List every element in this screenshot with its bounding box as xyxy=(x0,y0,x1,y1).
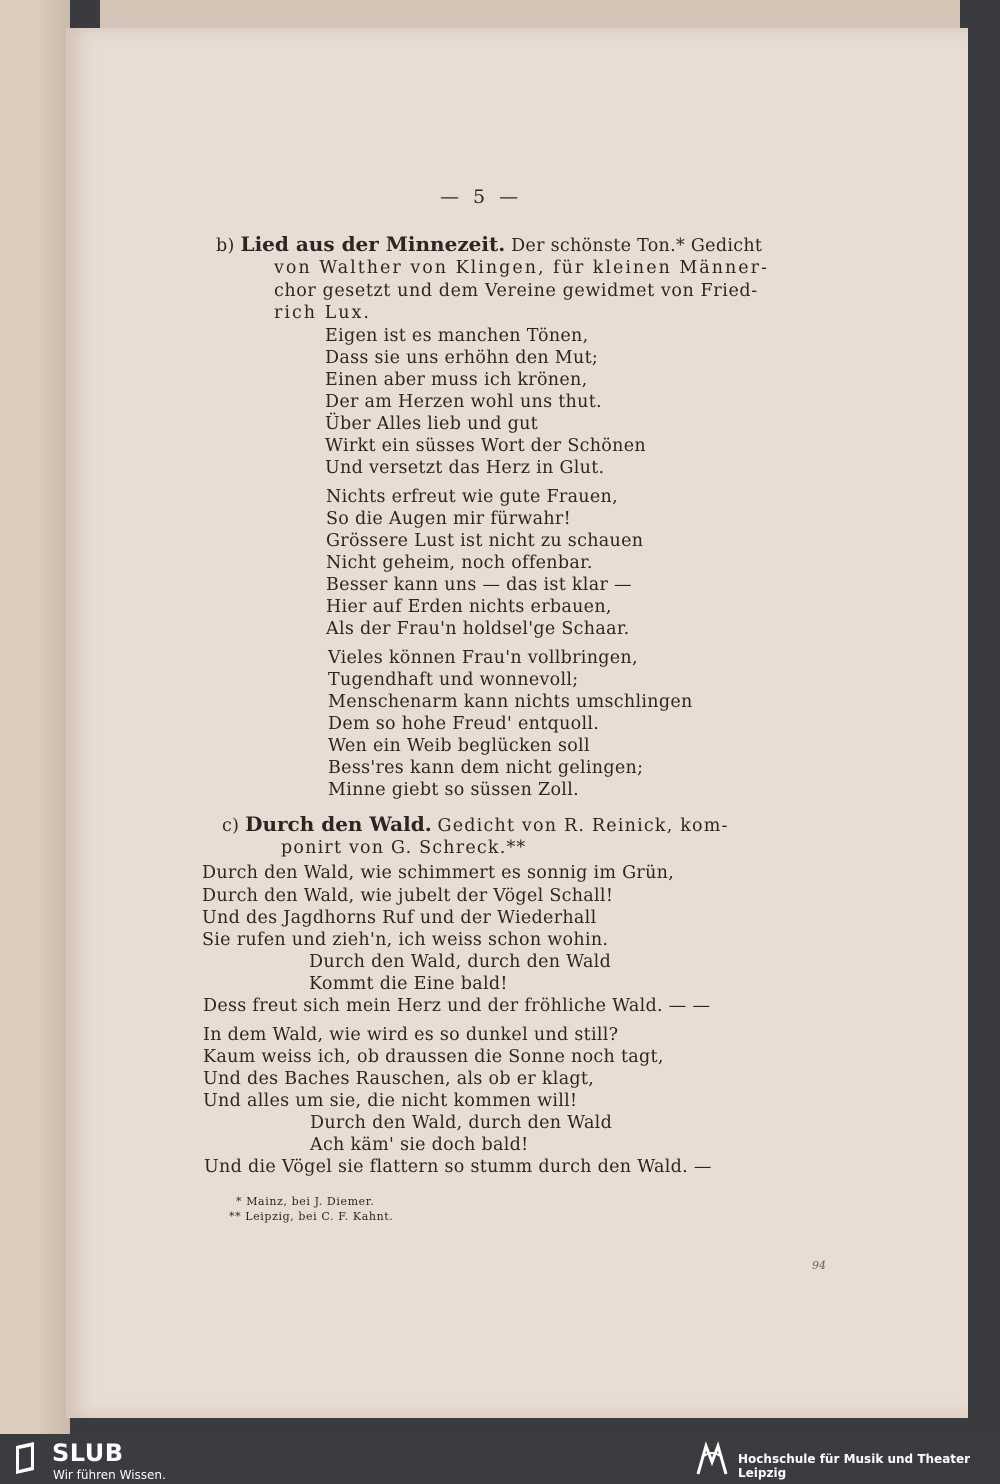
section-c-title: Durch den Wald. xyxy=(245,812,432,836)
page-top-edge xyxy=(100,0,960,30)
verse-line: Vieles können Frau'n vollbringen, xyxy=(328,648,638,668)
verse-line: Kaum weiss ich, ob draussen die Sonne noch tagt, xyxy=(203,1047,664,1067)
verse-line: Dass sie uns erhöhn den Mut; xyxy=(325,348,599,368)
section-c-intro-0: Gedicht von R. Reinick, kom- xyxy=(437,816,729,836)
hmt-logo-icon xyxy=(694,1440,730,1478)
section-c-heading xyxy=(222,813,729,837)
verse-line: Und alles um sie, die nicht kommen will! xyxy=(203,1091,578,1111)
slub-subtitle: Wir führen Wissen. xyxy=(53,1468,166,1482)
verse-line: Menschenarm kann nichts umschlingen xyxy=(328,692,693,712)
verse-line: Ach käm' sie doch bald! xyxy=(310,1135,529,1155)
verse-line: Nicht geheim, noch offenbar. xyxy=(326,553,593,573)
verse-line: Der am Herzen wohl uns thut. xyxy=(325,392,602,412)
hmt-name: Hochschule für Musik und Theater Leipzig xyxy=(738,1452,971,1480)
footer-bar xyxy=(0,1434,1000,1484)
verse-line: Durch den Wald, wie schimmert es sonnig im Grün, xyxy=(202,863,675,883)
verse-line: Nichts erfreut wie gute Frauen, xyxy=(326,487,618,507)
verse-line: Bess'res kann dem nicht gelingen; xyxy=(328,758,644,778)
verse-line: Kommt die Eine bald! xyxy=(309,974,508,994)
verse-line: Dem so hohe Freud' entquoll. xyxy=(328,714,600,734)
verse-line: Und die Vögel sie flattern so stumm durch den Wald. — xyxy=(204,1157,712,1177)
footnote-1: * Mainz, bei J. Diemer. xyxy=(236,1195,375,1208)
verse-line: Und des Jagdhorns Ruf und der Wiederhall xyxy=(202,908,597,928)
section-b-intro-0: Der schönste Ton.* Gedicht xyxy=(511,236,763,256)
verse-line: Und des Baches Rauschen, als ob er klagt, xyxy=(203,1069,595,1089)
verse-line: Durch den Wald, wie jubelt der Vögel Schall! xyxy=(202,886,614,906)
verse-line: So die Augen mir fürwahr! xyxy=(326,509,571,529)
verse-line: Und versetzt das Herz in Glut. xyxy=(325,458,605,478)
section-b-intro-3: rich Lux. xyxy=(274,303,371,323)
verse-line: Wirkt ein süsses Wort der Schönen xyxy=(325,436,646,456)
section-b-intro-1: von Walther von Klingen, für kleinen Männer- xyxy=(274,258,769,278)
slub-title: SLUB xyxy=(52,1439,124,1467)
verse-line: Tugendhaft und wonnevoll; xyxy=(328,670,579,690)
verse-line: Sie rufen und zieh'n, ich weiss schon wohin. xyxy=(202,930,609,950)
verse-line: Wen ein Weib beglücken soll xyxy=(328,736,590,756)
verse-line: Durch den Wald, durch den Wald xyxy=(310,1113,613,1133)
verse-line: Einen aber muss ich krönen, xyxy=(325,370,588,390)
handwritten-page-note: 94 xyxy=(812,1259,826,1272)
verse-line: Durch den Wald, durch den Wald xyxy=(309,952,612,972)
section-b-title: Lied aus der Minnezeit. xyxy=(240,232,506,256)
section-b-marker: b) xyxy=(216,236,235,256)
verse-line: Als der Frau'n holdsel'ge Schaar. xyxy=(326,619,630,639)
section-b-intro-2: chor gesetzt und dem Vereine gewidmet von Fried- xyxy=(274,281,758,301)
verse-line: Eigen ist es manchen Tönen, xyxy=(325,326,589,346)
verse-line: Dess freut sich mein Herz und der fröhliche Wald. — — xyxy=(203,996,711,1016)
section-c-marker: c) xyxy=(222,816,240,836)
slub-logo-icon xyxy=(12,1440,38,1478)
footnote-2: ** Leipzig, bei C. F. Kahnt. xyxy=(229,1210,394,1223)
verse-line: Besser kann uns — das ist klar — xyxy=(326,575,632,595)
verse-line: Über Alles lieb und gut xyxy=(325,414,538,434)
verse-line: In dem Wald, wie wird es so dunkel und still? xyxy=(203,1025,619,1045)
section-b-heading xyxy=(216,233,762,257)
verse-line: Minne giebt so süssen Zoll. xyxy=(328,780,579,800)
verse-line: Grössere Lust ist nicht zu schauen xyxy=(326,531,644,551)
section-c-intro-1: ponirt von G. Schreck.** xyxy=(281,838,527,858)
page-number: — 5 — xyxy=(440,186,523,208)
verse-line: Hier auf Erden nichts erbauen, xyxy=(326,597,612,617)
